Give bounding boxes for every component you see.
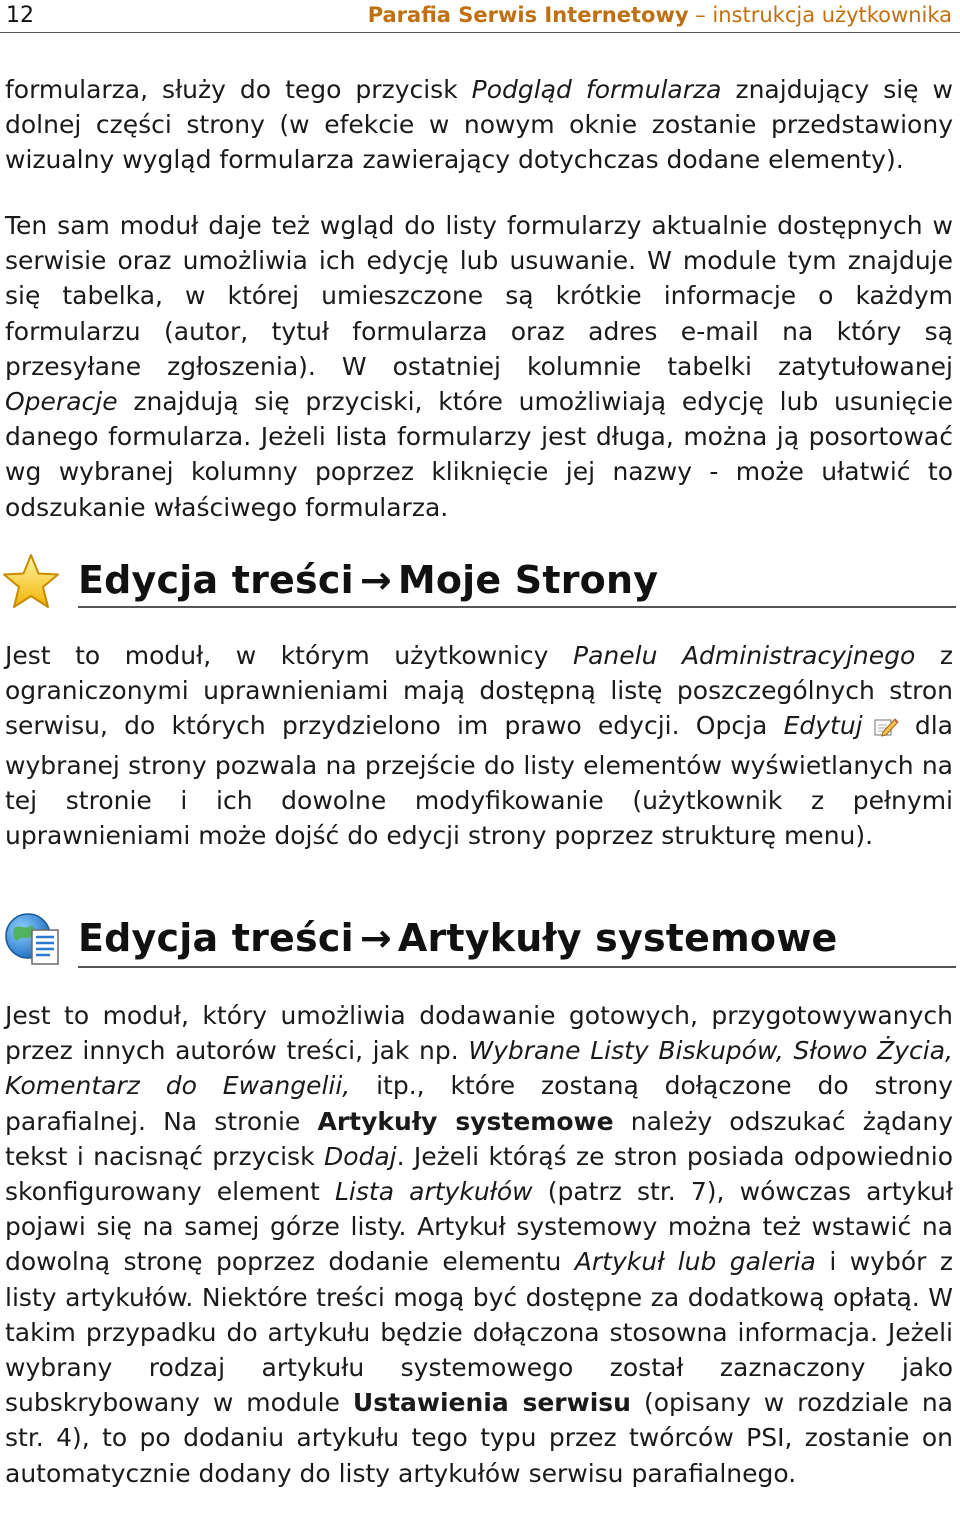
- italic-run: Edytuj: [783, 711, 863, 741]
- italic-run: Artykuł lub galeria: [574, 1247, 816, 1277]
- text-run: znajdujący się w dolnej części strony (w efekcie w nowym oknie zostanie przedstawiony wizualny wygląd formularza zawierający dotychczas dodane elementy).: [5, 75, 953, 175]
- text-run: (patrz str. 7), wówczas artykuł pojawi się na samej górze listy. Artykuł systemowy można też wstawić na dowolną stronę poprzez dodanie elementu: [5, 1177, 954, 1277]
- header-title: [368, 3, 952, 27]
- text-run: z ograniczonymi uprawnieniami mają dostępną listę poszczególnych stron serwisu, do których przydzielono im prawo edycji. Opcja: [5, 641, 953, 741]
- section-title-part: Edycja treści: [78, 558, 354, 602]
- arrow-icon: →: [359, 916, 392, 960]
- globe-document-icon: [4, 912, 64, 974]
- paragraph-form-preview: [5, 72, 953, 178]
- paragraph-form-list: [5, 208, 953, 525]
- section-rule: [78, 966, 956, 968]
- star-icon: [0, 552, 62, 618]
- text-run: formularza, służy do tego przycisk: [5, 75, 472, 104]
- bold-run: Artykuły systemowe: [317, 1106, 614, 1136]
- text-run: znajdują się przyciski, które umożliwiają edycję lub usunięcie danego formularza. Jeżeli lista formularzy jest długa, można ją posortować wg wybranej kolumny poprzez kliknięcie jej nazwy - może ułatwić to odszukanie właściwego formularza.: [5, 387, 953, 522]
- section-rule: [78, 606, 956, 608]
- section-title: [78, 916, 838, 960]
- section-title-part: Edycja treści: [78, 916, 354, 960]
- text-run: (opisany w rozdziale na str. 4), to po dodaniu artykułu tego typu przez twórców PSI, zostanie on automatycznie dodany do listy artykułów serwisu parafialnego.: [5, 1388, 953, 1488]
- paragraph-moje-strony: [5, 638, 953, 853]
- text-run: dla wybranej strony pozwala na przejście do listy elementów wyświetlanych na tej stronie i ich dowolne modyfikowanie (użytkownik z pełnymi uprawnieniami może dojść do edycji strony poprzez strukturę menu).: [5, 711, 953, 851]
- section-title-part: Moje Strony: [397, 558, 659, 602]
- text-run: . Jeżeli którąś ze stron posiada odpowiednio skonfigurowany element: [5, 1141, 953, 1207]
- section-heading-moje-strony: [0, 552, 960, 622]
- text-run: Ten sam moduł daje też wgląd do listy formularzy aktualnie dostępnych w serwisie oraz umożliwia ich edycję lub usuwanie. W module tym znajduje się tabelka, w której umieszczone są krótkie informacje o każdym formularzu (autor, tytuł formularza oraz adres e-mail na który są przesyłane zgłoszenia). W ostatniej kolumnie tabelki zatytułowanej: [5, 211, 953, 381]
- italic-run: Dodaj: [323, 1141, 397, 1171]
- text-run: Jest to moduł, który umożliwia dodawanie gotowych, przygotowywanych przez innych autorów treści, jak np.: [5, 1001, 953, 1066]
- arrow-icon: →: [359, 558, 392, 602]
- section-title: [78, 558, 658, 602]
- edit-pencil-icon: [873, 712, 899, 747]
- header-subtitle: – instrukcja użytkownika: [695, 3, 952, 27]
- italic-run: Lista artykułów: [335, 1177, 533, 1207]
- italic-run: Operacje: [5, 387, 118, 417]
- page-header: [0, 0, 960, 33]
- text-run: należy odszukać żądany tekst i nacisnąć przycisk: [5, 1106, 953, 1171]
- italic-run: Podgląd formularza: [471, 75, 722, 104]
- section-heading-artykuly-systemowe: [0, 910, 960, 980]
- header-title-main: Parafia Serwis Internetowy: [367, 3, 689, 27]
- text-run: i wybór z listy artykułów. Niektóre treści mogą być dostępne za dodatkową opłatą. W takim przypadku do artykułu będzie dołączona stosowna informacja. Jeżeli wybrany rodzaj artykułu systemowego został zaznaczony jako subskrybowany w module: [5, 1247, 953, 1418]
- bold-run: Ustawienia serwisu: [352, 1388, 631, 1418]
- italic-run: Wybrane Listy Biskupów, Słowo Życia, Komentarz do Ewangelii,: [5, 1036, 953, 1101]
- text-run: Jest to moduł, w którym użytkownicy: [5, 641, 573, 670]
- italic-run: Panelu Administracyjnego: [573, 641, 916, 670]
- text-run: itp., które zostaną dołączone do strony parafialnej. Na stronie: [5, 1071, 953, 1136]
- paragraph-artykuly-systemowe: [5, 998, 953, 1491]
- page-number: 12: [6, 3, 34, 28]
- section-title-part: Artykuły systemowe: [397, 916, 838, 960]
